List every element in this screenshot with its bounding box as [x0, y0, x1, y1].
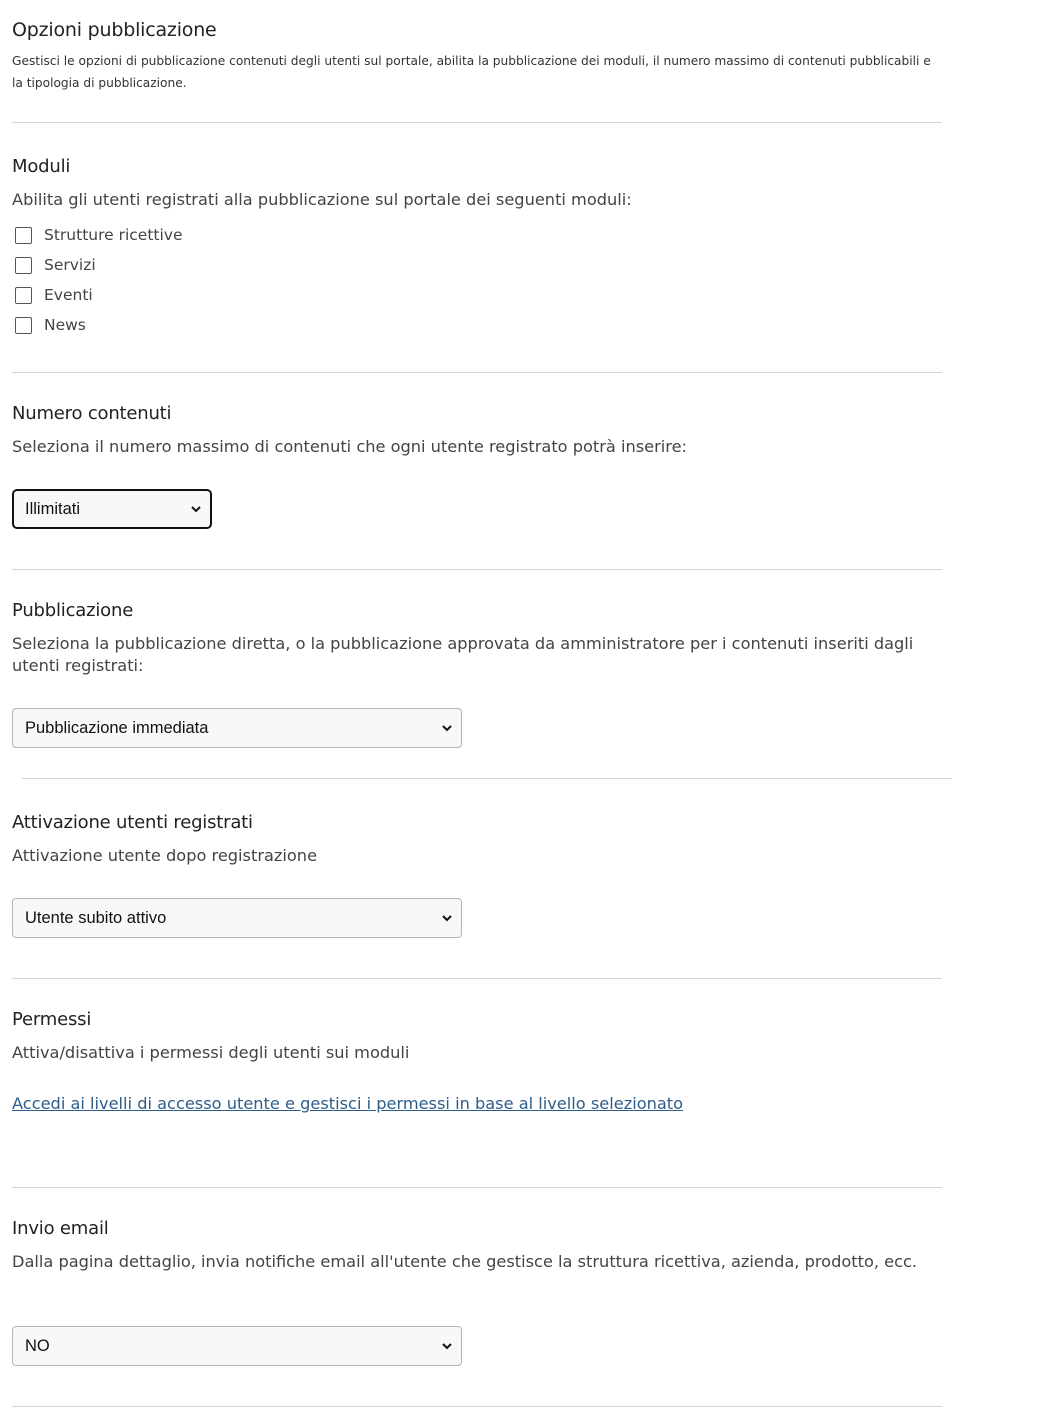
chevron-down-icon — [439, 720, 455, 736]
chevron-down-icon — [439, 910, 455, 926]
numero-contenuti-title: Numero contenuti — [12, 403, 172, 424]
user-activation-select-value: Utente subito attivo — [25, 908, 167, 927]
user-activation-select[interactable] — [12, 898, 462, 938]
divider — [12, 569, 942, 570]
numero-contenuti-description: Seleziona il numero massimo di contenuti che ogni utente registrato potrà inserire: — [12, 437, 687, 456]
divider — [12, 1406, 942, 1407]
module-checkbox[interactable] — [15, 257, 32, 274]
attivazione-description: Attivazione utente dopo registrazione — [12, 846, 318, 865]
pubblicazione-title: Pubblicazione — [12, 600, 134, 621]
email-notification-select-value: NO — [25, 1336, 50, 1355]
module-checkbox-label[interactable]: Eventi — [44, 286, 93, 304]
divider — [12, 372, 942, 373]
moduli-description: Abilita gli utenti registrati alla pubblicazione sul portale dei seguenti moduli: — [12, 190, 632, 209]
access-levels-link[interactable]: Accedi ai livelli di accesso utente e gestisci i permessi in base al livello selezionato — [12, 1094, 684, 1113]
divider — [12, 122, 942, 123]
permessi-description: Attiva/disattiva i permessi degli utenti sui moduli — [12, 1043, 410, 1062]
module-checkbox[interactable] — [15, 317, 32, 334]
publication-mode-select-value: Pubblicazione immediata — [25, 718, 209, 737]
max-content-select-value: Illimitati — [25, 499, 81, 518]
module-checkbox-row[interactable] — [15, 224, 183, 246]
divider — [12, 978, 942, 979]
page-title: Opzioni pubblicazione — [12, 19, 217, 41]
module-checkbox[interactable] — [15, 227, 32, 244]
email-notification-select[interactable] — [12, 1326, 462, 1366]
module-checkbox-row[interactable] — [15, 284, 93, 306]
chevron-down-icon — [439, 1338, 455, 1354]
module-checkbox-label[interactable]: Strutture ricettive — [44, 226, 183, 244]
publication-mode-select[interactable] — [12, 708, 462, 748]
moduli-title: Moduli — [12, 156, 71, 177]
module-checkbox-row[interactable] — [15, 254, 96, 276]
attivazione-title: Attivazione utenti registrati — [12, 812, 253, 833]
page-intro: Gestisci le opzioni di pubblicazione contenuti degli utenti sul portale, abilita la pubblicazione dei moduli, il numero massimo di contenuti pubblicabili e la tipologia di pubblicazione. — [12, 54, 931, 90]
divider — [12, 1187, 942, 1188]
permessi-title: Permessi — [12, 1009, 92, 1030]
module-checkbox-row[interactable] — [15, 314, 86, 336]
module-checkbox-label[interactable]: Servizi — [44, 256, 96, 274]
invio-email-title: Invio email — [12, 1218, 109, 1239]
max-content-select[interactable] — [12, 489, 212, 529]
divider — [22, 778, 952, 779]
pubblicazione-description: Seleziona la pubblicazione diretta, o la pubblicazione approvata da amministratore per i contenuti inseriti dagli utenti registrati: — [12, 634, 914, 675]
module-checkbox[interactable] — [15, 287, 32, 304]
module-checkbox-label[interactable]: News — [44, 316, 86, 334]
chevron-down-icon — [188, 501, 204, 517]
invio-email-description: Dalla pagina dettaglio, invia notifiche email all'utente che gestisce la struttura ricettiva, azienda, prodotto, ecc. — [12, 1252, 918, 1271]
